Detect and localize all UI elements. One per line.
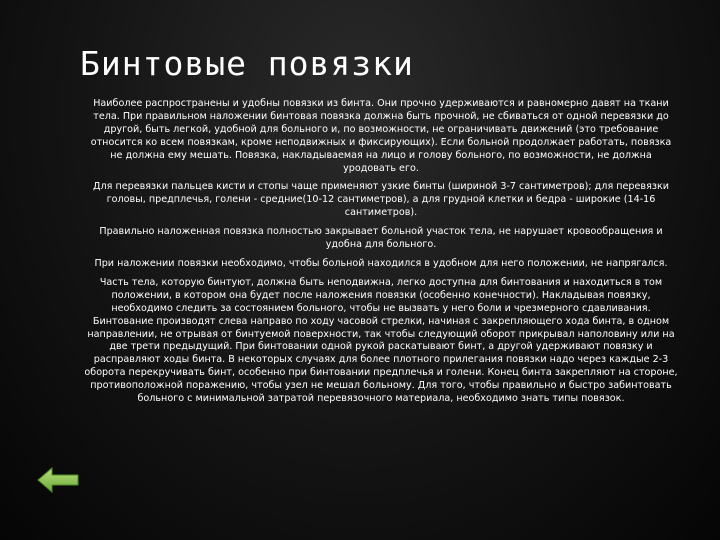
paragraph-bandaging-technique: Часть тела, которую бинтуют, должна быть неподвижна, легко доступна для бинтования и находиться в том положении, в котором она будет после наложения повязки (особенно конечности). Накладывая повязку, необходимо следить за состоянием больного, чтобы не вызвать у него боли и чрезмерного сдавливания. Бинтование производят слева направо по ходу часовой стрелки, начиная с закрепляющего хода бинта, в одном направлении, не отрывая от бинтуемой поверхности, так чтобы следующий оборот прикрывал наполовину или на две трети предыдущий. При бинтовании одной рукой раскатывают бинт, а другой удерживают повязку и расправляют ходы бинта. В некоторых случаях для более плотного прилегания повязки надо через каждые 2-3 оборота перекручивать бинт, особенно при бинтовании предплечья и голени. Конец бинта закрепляют на стороне, противоположной поражению, чтобы узел не мешал больному. Для того, чтобы правильно и быстро забинтовать больного с минимальной затратой перевязочного материала, необходимо знать типы повязок.: [84, 276, 678, 405]
back-button[interactable]: [37, 466, 79, 494]
paragraph-bandage-general: Наиболее распространены и удобны повязки из бинта. Они прочно удерживаются и равномерно давят на ткани тела. При правильном наложении бинтовая повязка должна быть прочной, не сбиваться от одной перевязки до другой, быть легкой, удобной для больного и, по возможности, не ограничивать движений (это требование относится ко всем повязкам, кроме неподвижных и фиксирующих). Если больной продолжает работать, повязка не должна ему мешать. Повязка, накладываемая на лицо и голову больного, по возможности, не должна уродовать его.: [90, 98, 672, 174]
paragraph-patient-position: При наложении повязки необходимо, чтобы больной находился в удобном для него положении, не напрягался.: [94, 257, 668, 269]
arrow-left-icon: [37, 466, 79, 494]
slide-title: Бинтовые повязки: [80, 44, 414, 83]
paragraph-correct-bandage: Правильно наложенная повязка полностью закрывает больной участок тела, не нарушает кровообращения и удобна для больного.: [99, 226, 663, 251]
paragraph-bandage-widths: Для перевязки пальцев кисти и стопы чаще применяют узкие бинты (шириной 3-7 сантиметров); для перевязки головы, предплечья, голени - средние(10-12 сантиметров), а для грудной клетки и бедра - широкие (14-16 сантиметров).: [93, 181, 669, 219]
slide-body: [84, 98, 678, 412]
